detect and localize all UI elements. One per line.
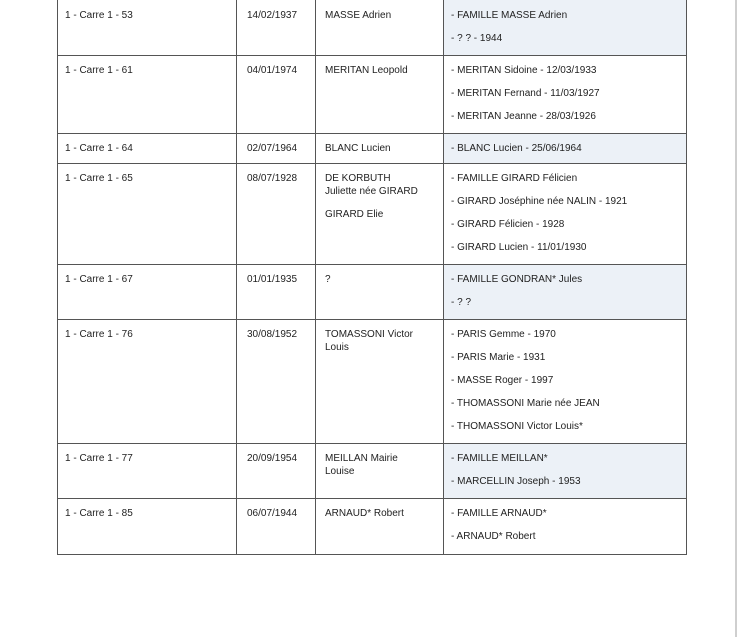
names-cell [316, 134, 444, 164]
name-text: ? [325, 274, 331, 285]
family-entry: - ? ? [451, 297, 472, 308]
name-text: BLANC Lucien [325, 143, 391, 154]
date-cell [237, 265, 316, 320]
names-cell [316, 320, 444, 444]
table-row [58, 499, 687, 555]
table-row [58, 444, 687, 499]
location-text: 1 - Carre 1 - 77 [65, 453, 133, 464]
family-cell [444, 444, 687, 499]
name-text: MERITAN Leopold [325, 65, 408, 76]
table-row [58, 134, 687, 164]
location-text: 1 - Carre 1 - 67 [65, 274, 133, 285]
location-text: 1 - Carre 1 - 65 [65, 173, 133, 184]
location-cell [58, 134, 237, 164]
table-row [58, 320, 687, 444]
location-text: 1 - Carre 1 - 61 [65, 65, 133, 76]
location-cell [58, 0, 237, 56]
family-entry: - BLANC Lucien - 25/06/1964 [451, 143, 582, 154]
family-cell [444, 134, 687, 164]
names-cell [316, 265, 444, 320]
family-cell [444, 320, 687, 444]
date-text: 06/07/1944 [247, 508, 298, 519]
family-entry: - MERITAN Jeanne - 28/03/1926 [451, 111, 596, 122]
family-entry: - MERITAN Fernand - 11/03/1927 [451, 88, 600, 99]
location-text: 1 - Carre 1 - 76 [65, 329, 133, 340]
name-text: MASSE Adrien [325, 10, 392, 21]
family-entry: - FAMILLE GIRARD Félicien [451, 173, 578, 184]
table-row [58, 164, 687, 265]
family-entry: - GIRARD Joséphine née NALIN - 1921 [451, 196, 628, 207]
location-cell [58, 56, 237, 134]
date-cell [237, 56, 316, 134]
family-entry: - FAMILLE GONDRAN* Jules [451, 274, 583, 285]
names-cell [316, 164, 444, 265]
family-entry: - ARNAUD* Robert [451, 531, 536, 542]
family-entry: - PARIS Gemme - 1970 [451, 329, 556, 340]
names-cell [316, 0, 444, 56]
location-cell [58, 164, 237, 265]
location-cell [58, 265, 237, 320]
date-text: 02/07/1964 [247, 143, 298, 154]
burial-register-table [57, 0, 687, 555]
names-cell [316, 56, 444, 134]
date-cell [237, 444, 316, 499]
family-entry: - MASSE Roger - 1997 [451, 375, 554, 386]
family-entry: - FAMILLE MASSE Adrien [451, 10, 568, 21]
family-entry: - FAMILLE ARNAUD* [451, 508, 547, 519]
location-text: 1 - Carre 1 - 53 [65, 10, 133, 21]
date-cell [237, 499, 316, 555]
name-text: GIRARD Elie [325, 209, 384, 220]
location-cell [58, 320, 237, 444]
family-cell [444, 499, 687, 555]
family-entry: - PARIS Marie - 1931 [451, 352, 546, 363]
date-cell [237, 0, 316, 56]
location-text: 1 - Carre 1 - 85 [65, 508, 133, 519]
family-entry: - THOMASSONI Victor Louis* [451, 421, 583, 432]
date-text: 30/08/1952 [247, 329, 298, 340]
family-entry: - MARCELLIN Joseph - 1953 [451, 476, 581, 487]
family-entry: - GIRARD Lucien - 11/01/1930 [451, 242, 587, 253]
date-cell [237, 320, 316, 444]
name-text: TOMASSONI Victor [325, 329, 413, 340]
table-row [58, 56, 687, 134]
name-text: Louis [325, 342, 349, 353]
family-cell [444, 164, 687, 265]
names-cell [316, 444, 444, 499]
family-entry: - FAMILLE MEILLAN* [451, 453, 548, 464]
date-text: 04/01/1974 [247, 65, 298, 76]
name-text: DE KORBUTH [325, 173, 391, 184]
name-text: MEILLAN Mairie [325, 453, 398, 464]
date-text: 14/02/1937 [247, 10, 298, 21]
family-entry: - ? ? - 1944 [451, 33, 503, 44]
table-row [58, 265, 687, 320]
family-cell [444, 0, 687, 56]
table-row [58, 0, 687, 56]
date-cell [237, 134, 316, 164]
location-text: 1 - Carre 1 - 64 [65, 143, 133, 154]
names-cell [316, 499, 444, 555]
date-text: 01/01/1935 [247, 274, 298, 285]
location-cell [58, 444, 237, 499]
family-entry: - GIRARD Félicien - 1928 [451, 219, 565, 230]
family-entry: - MERITAN Sidoine - 12/03/1933 [451, 65, 597, 76]
location-cell [58, 499, 237, 555]
date-text: 20/09/1954 [247, 453, 298, 464]
family-cell [444, 265, 687, 320]
name-text: ARNAUD* Robert [325, 508, 404, 519]
family-cell [444, 56, 687, 134]
date-cell [237, 164, 316, 265]
family-entry: - THOMASSONI Marie née JEAN [451, 398, 600, 409]
name-text: Louise [325, 466, 355, 477]
scan-page-edge [735, 0, 737, 637]
date-text: 08/07/1928 [247, 173, 298, 184]
name-text: Juliette née GIRARD [325, 186, 418, 197]
